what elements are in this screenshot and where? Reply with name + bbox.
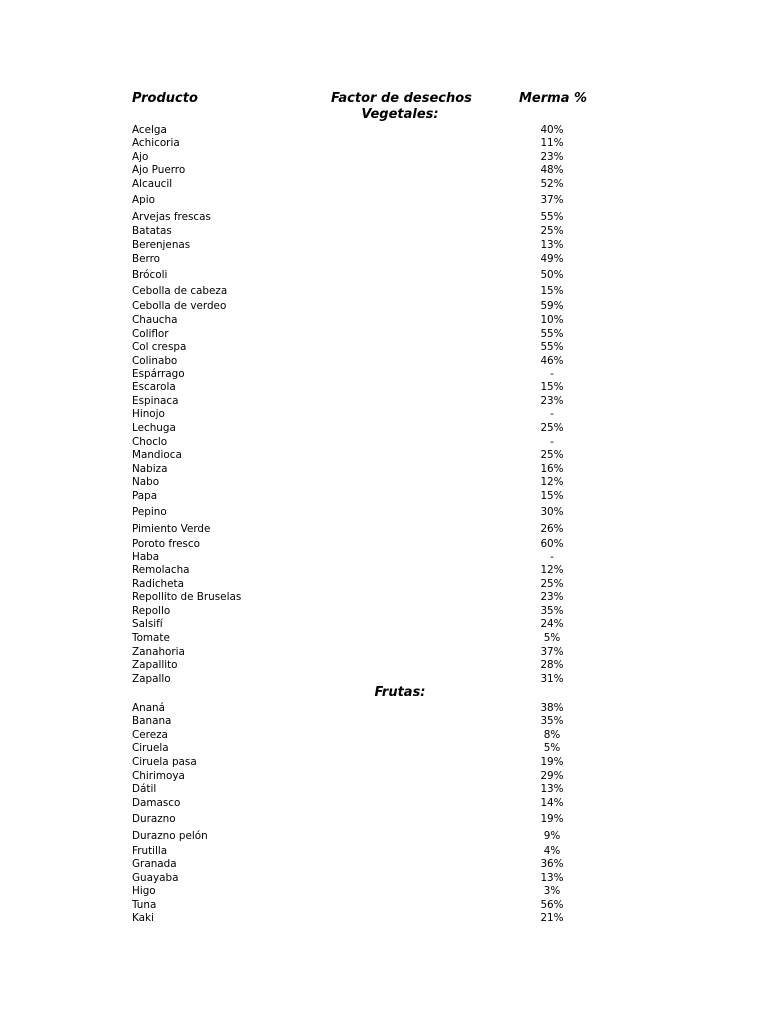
merma-value: 25% bbox=[540, 449, 564, 461]
merma-value: 50% bbox=[540, 269, 564, 281]
table-row bbox=[0, 729, 768, 742]
table-row bbox=[0, 395, 768, 408]
product-name: Arvejas frescas bbox=[132, 211, 211, 223]
merma-value: 55% bbox=[540, 328, 564, 340]
merma-value: 24% bbox=[540, 618, 564, 630]
table-row bbox=[0, 564, 768, 577]
product-name: Apio bbox=[132, 194, 155, 206]
table-row bbox=[0, 341, 768, 354]
product-name: Kaki bbox=[132, 912, 154, 924]
product-name: Coliflor bbox=[132, 328, 169, 340]
section-title: Vegetales: bbox=[361, 107, 439, 122]
table-row bbox=[0, 646, 768, 659]
merma-value: 55% bbox=[540, 341, 564, 353]
merma-value: 16% bbox=[540, 463, 564, 475]
product-name: Ajo Puerro bbox=[132, 164, 186, 176]
table-row bbox=[0, 225, 768, 238]
product-name: Damasco bbox=[132, 797, 181, 809]
product-name: Tomate bbox=[132, 632, 170, 644]
table-row bbox=[0, 605, 768, 618]
table-row bbox=[0, 476, 768, 489]
table-row bbox=[0, 490, 768, 503]
table-row bbox=[0, 194, 768, 207]
product-name: Batatas bbox=[132, 225, 172, 237]
product-name: Brócoli bbox=[132, 269, 168, 281]
product-name: Chaucha bbox=[132, 314, 178, 326]
table-row bbox=[0, 151, 768, 164]
product-name: Cebolla de cabeza bbox=[132, 285, 228, 297]
table-row bbox=[0, 449, 768, 462]
table-row bbox=[0, 328, 768, 341]
merma-value: 28% bbox=[540, 659, 564, 671]
product-name: Zapallo bbox=[132, 673, 171, 685]
product-name: Pimiento Verde bbox=[132, 523, 211, 535]
product-name: Tuna bbox=[132, 899, 157, 911]
table-row bbox=[0, 355, 768, 368]
product-name: Chirimoya bbox=[132, 770, 185, 782]
product-name: Ajo bbox=[132, 151, 149, 163]
table-row bbox=[0, 178, 768, 191]
product-name: Choclo bbox=[132, 436, 168, 448]
table-row bbox=[0, 578, 768, 591]
table-row bbox=[0, 285, 768, 298]
table-row bbox=[0, 422, 768, 435]
merma-value: - bbox=[550, 368, 554, 380]
merma-value: 14% bbox=[540, 797, 564, 809]
product-name: Durazno bbox=[132, 813, 176, 825]
merma-value: 52% bbox=[540, 178, 564, 190]
merma-value: 19% bbox=[540, 756, 564, 768]
table-row bbox=[0, 770, 768, 783]
product-name: Berenjenas bbox=[132, 239, 191, 251]
merma-value: 37% bbox=[540, 646, 564, 658]
product-name: Papa bbox=[132, 490, 158, 502]
product-name: Alcaucil bbox=[132, 178, 173, 190]
product-name: Durazno pelón bbox=[132, 830, 208, 842]
merma-value: 8% bbox=[543, 729, 561, 741]
merma-value: 23% bbox=[540, 151, 564, 163]
table-row bbox=[0, 797, 768, 810]
merma-value: 5% bbox=[543, 742, 561, 754]
table-row bbox=[0, 164, 768, 177]
product-name: Nabiza bbox=[132, 463, 168, 475]
table-row bbox=[0, 632, 768, 645]
merma-value: 25% bbox=[540, 578, 564, 590]
merma-value: 38% bbox=[540, 702, 564, 714]
table-row bbox=[0, 858, 768, 871]
product-name: Repollito de Bruselas bbox=[132, 591, 242, 603]
table-row bbox=[0, 618, 768, 631]
merma-value: - bbox=[550, 436, 554, 448]
merma-value: 11% bbox=[540, 137, 564, 149]
product-name: Colinabo bbox=[132, 355, 178, 367]
merma-value: 25% bbox=[540, 225, 564, 237]
merma-value: 29% bbox=[540, 770, 564, 782]
merma-value: 59% bbox=[540, 300, 564, 312]
merma-value: 13% bbox=[540, 239, 564, 251]
product-name: Espárrago bbox=[132, 368, 185, 380]
table-row bbox=[0, 408, 768, 421]
product-name: Espinaca bbox=[132, 395, 179, 407]
product-name: Banana bbox=[132, 715, 172, 727]
merma-value: 15% bbox=[540, 490, 564, 502]
table-row bbox=[0, 506, 768, 519]
merma-value: 56% bbox=[540, 899, 564, 911]
table-row bbox=[0, 239, 768, 252]
table-row bbox=[0, 813, 768, 826]
merma-value: 35% bbox=[540, 605, 564, 617]
product-name: Zapallito bbox=[132, 659, 178, 671]
merma-value: 21% bbox=[540, 912, 564, 924]
merma-value: 15% bbox=[540, 285, 564, 297]
merma-value: 13% bbox=[540, 783, 564, 795]
merma-value: 48% bbox=[540, 164, 564, 176]
table-row bbox=[0, 591, 768, 604]
merma-value: - bbox=[550, 408, 554, 420]
product-name: Dátil bbox=[132, 783, 157, 795]
merma-value: 19% bbox=[540, 813, 564, 825]
merma-value: 26% bbox=[540, 523, 564, 535]
column-header-factor-desechos: Factor de desechos bbox=[331, 91, 472, 106]
merma-value: 55% bbox=[540, 211, 564, 223]
column-header-producto: Producto bbox=[132, 91, 198, 106]
table-row bbox=[0, 523, 768, 536]
table-row bbox=[0, 538, 768, 551]
merma-value: 23% bbox=[540, 395, 564, 407]
merma-value: 36% bbox=[540, 858, 564, 870]
merma-value: 13% bbox=[540, 872, 564, 884]
merma-value: 35% bbox=[540, 715, 564, 727]
product-name: Col crespa bbox=[132, 341, 187, 353]
merma-value: 31% bbox=[540, 673, 564, 685]
merma-value: 15% bbox=[540, 381, 564, 393]
merma-value: 40% bbox=[540, 124, 564, 136]
table-row bbox=[0, 436, 768, 449]
table-row bbox=[0, 381, 768, 394]
merma-value: 23% bbox=[540, 591, 564, 603]
merma-value: 49% bbox=[540, 253, 564, 265]
product-name: Remolacha bbox=[132, 564, 190, 576]
product-name: Ananá bbox=[132, 702, 166, 714]
product-name: Mandioca bbox=[132, 449, 182, 461]
table-row bbox=[0, 300, 768, 313]
table-row bbox=[0, 314, 768, 327]
table-row bbox=[0, 368, 768, 381]
merma-value: 4% bbox=[543, 845, 561, 857]
table-row bbox=[0, 872, 768, 885]
section-title: Frutas: bbox=[374, 685, 426, 700]
table-row bbox=[0, 899, 768, 912]
product-name: Granada bbox=[132, 858, 177, 870]
product-name: Berro bbox=[132, 253, 161, 265]
merma-value: 3% bbox=[543, 885, 561, 897]
product-name: Haba bbox=[132, 551, 160, 563]
product-name: Poroto fresco bbox=[132, 538, 200, 550]
product-name: Ciruela pasa bbox=[132, 756, 197, 768]
product-name: Zanahoria bbox=[132, 646, 185, 658]
product-name: Frutilla bbox=[132, 845, 168, 857]
product-name: Ciruela bbox=[132, 742, 169, 754]
product-name: Radicheta bbox=[132, 578, 184, 590]
merma-value: 12% bbox=[540, 476, 564, 488]
product-name: Nabo bbox=[132, 476, 160, 488]
merma-value: 9% bbox=[543, 830, 561, 842]
table-row bbox=[0, 269, 768, 282]
product-name: Pepino bbox=[132, 506, 167, 518]
table-row bbox=[0, 124, 768, 137]
column-header-merma: Merma % bbox=[519, 91, 588, 106]
table-row bbox=[0, 830, 768, 843]
table-row bbox=[0, 463, 768, 476]
product-name: Guayaba bbox=[132, 872, 179, 884]
merma-value: 30% bbox=[540, 506, 564, 518]
table-row bbox=[0, 885, 768, 898]
merma-value: 5% bbox=[543, 632, 561, 644]
table-row bbox=[0, 137, 768, 150]
product-name: Repollo bbox=[132, 605, 171, 617]
product-name: Achicoria bbox=[132, 137, 180, 149]
table-row bbox=[0, 742, 768, 755]
merma-value: 25% bbox=[540, 422, 564, 434]
product-name: Hinojo bbox=[132, 408, 165, 420]
merma-value: 37% bbox=[540, 194, 564, 206]
merma-value: 60% bbox=[540, 538, 564, 550]
product-name: Acelga bbox=[132, 124, 167, 136]
merma-value: 12% bbox=[540, 564, 564, 576]
product-name: Cebolla de verdeo bbox=[132, 300, 227, 312]
table-row bbox=[0, 702, 768, 715]
product-name: Escarola bbox=[132, 381, 176, 393]
merma-value: - bbox=[550, 551, 554, 563]
table-row bbox=[0, 756, 768, 769]
product-name: Lechuga bbox=[132, 422, 176, 434]
table-row bbox=[0, 253, 768, 266]
product-name: Higo bbox=[132, 885, 156, 897]
product-name: Salsifí bbox=[132, 618, 163, 630]
merma-value: 10% bbox=[540, 314, 564, 326]
table-row bbox=[0, 845, 768, 858]
table-row bbox=[0, 211, 768, 224]
product-name: Cereza bbox=[132, 729, 168, 741]
table-row bbox=[0, 783, 768, 796]
merma-value: 46% bbox=[540, 355, 564, 367]
table-row bbox=[0, 912, 768, 925]
table-row bbox=[0, 551, 768, 564]
table-row bbox=[0, 715, 768, 728]
table-row bbox=[0, 659, 768, 672]
